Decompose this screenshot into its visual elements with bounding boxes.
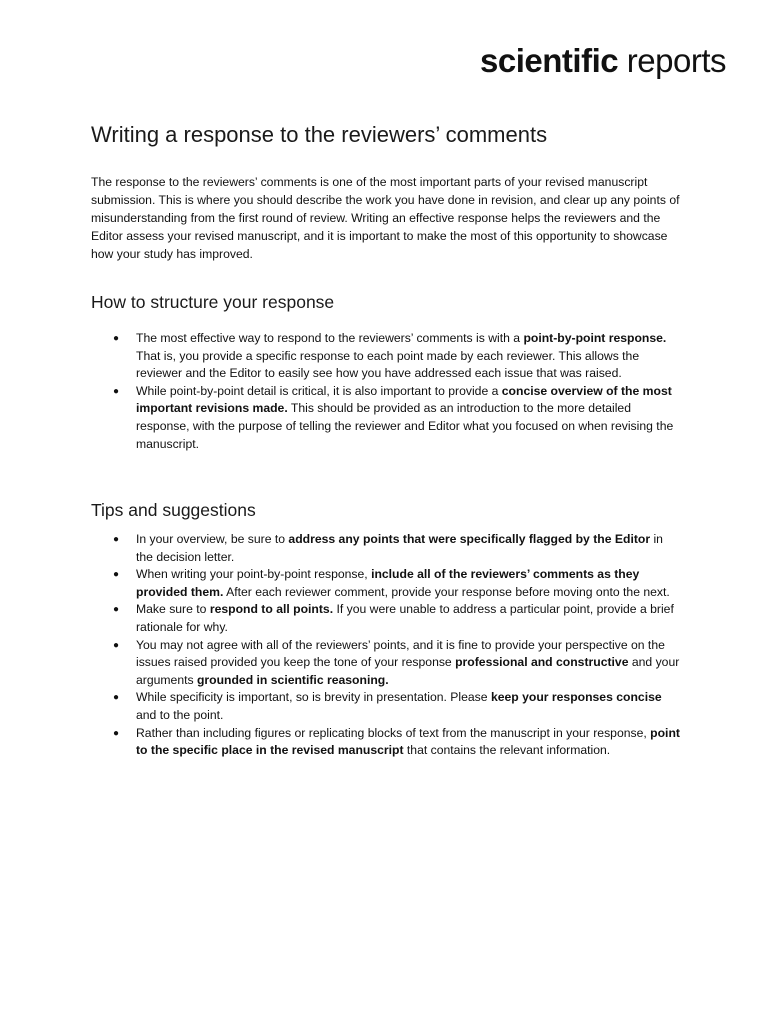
item-bold-text: address any points that were specifically flagged by the Editor xyxy=(288,532,651,546)
bullet-icon: ● xyxy=(113,604,120,616)
item-text: That is, you provide a specific response to each point made by each reviewer. This allows the reviewer and the Editor to easily see how you have addressed each issue that was raised. xyxy=(136,348,640,381)
item-text: and your arguments xyxy=(136,655,680,687)
bullet-icon: ● xyxy=(113,569,120,581)
item-text: Make sure to xyxy=(136,602,210,617)
list-item xyxy=(113,601,683,636)
item-bold-text: professional and constructive xyxy=(455,655,629,670)
list-item xyxy=(113,637,683,690)
item-bold-text: grounded in scientific reasoning. xyxy=(196,672,389,687)
item-bold-text: concise overview of the most important revisions made. xyxy=(136,383,672,416)
structure-list xyxy=(113,330,683,453)
tips-heading: Tips and suggestions xyxy=(91,500,256,520)
bullet-icon: ● xyxy=(113,534,120,545)
bullet-icon: ● xyxy=(113,333,120,344)
logo-bold-text: scientific xyxy=(480,42,619,79)
list-item xyxy=(113,689,683,724)
item-text: After each reviewer comment, provide your response before moving onto the next. xyxy=(223,584,670,599)
item-text: If you were unable to address a particular point, provide a brief rationale for why. xyxy=(136,602,674,634)
logo-light-text: reports xyxy=(626,42,726,79)
item-text: In your overview, be sure to xyxy=(136,532,289,546)
page-title: Writing a response to the reviewers’ comments xyxy=(91,122,548,147)
structure-heading: How to structure your response xyxy=(91,292,335,312)
item-bold-text: keep your responses concise xyxy=(490,690,662,705)
item-bold-text: point-by-point response. xyxy=(523,331,667,345)
scientific-reports-logo xyxy=(480,44,726,77)
bullet-icon: ● xyxy=(113,692,120,704)
item-text: While point-by-point detail is critical, it is also important to provide a xyxy=(136,383,502,398)
item-text: Rather than including figures or replicating blocks of text from the manuscript in your response, xyxy=(136,725,651,740)
list-item xyxy=(113,725,683,760)
list-item xyxy=(113,383,683,453)
list-item xyxy=(113,531,683,566)
tips-list xyxy=(113,531,683,760)
item-text: You may not agree with all of the reviewers’ points, and it is fine to provide your perspective on the issues raised provided you keep the tone of your response xyxy=(136,637,665,670)
list-item xyxy=(113,566,683,601)
list-item xyxy=(113,330,683,383)
item-text: The most effective way to respond to the reviewers’ comments is with a xyxy=(136,331,524,345)
item-bold-text: include all of the reviewers’ comments as they provided them. xyxy=(136,567,640,599)
item-text: This should be provided as an introduction to the more detailed response, with the purpose of telling the reviewer and Editor what you focused on when revising the manuscript. xyxy=(136,401,674,451)
item-bold-text: respond to all points. xyxy=(209,602,334,617)
bullet-icon: ● xyxy=(113,385,120,397)
intro-paragraph: The response to the reviewers’ comments is one of the most important parts of your revised manuscript submission. This is where you should describe the work you have done in revision, and clear up any points of misunderstanding from the first round of review. Writing an effective response helps the reviewers and the Editor assess your revised manuscript, and it is important to make the most of this opportunity to showcase how your study has improved. xyxy=(91,175,680,261)
item-text: While specificity is important, so is brevity in presentation. Please xyxy=(136,690,491,705)
item-text: that contains the relevant information. xyxy=(403,743,611,758)
bullet-icon: ● xyxy=(113,639,120,651)
bullet-icon: ● xyxy=(113,727,120,739)
item-text: When writing your point-by-point response, xyxy=(136,567,372,582)
item-text: and to the point. xyxy=(136,707,224,722)
item-bold-text: point to the specific place in the revised manuscript xyxy=(136,725,680,758)
item-text: in the decision letter. xyxy=(136,532,663,564)
